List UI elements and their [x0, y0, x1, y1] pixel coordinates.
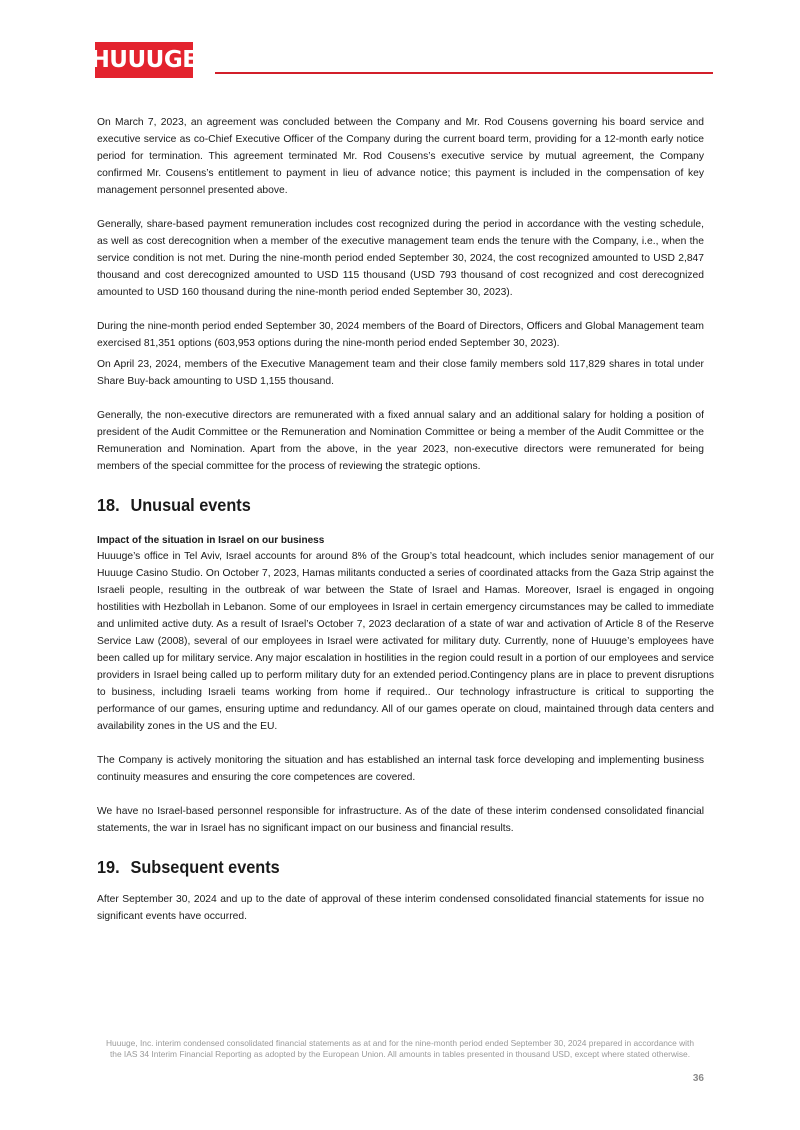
paragraph-options-exercised: During the nine-month period ended September 30, 2024 members of the Board of Directors, Officers and Global Management team exercised 81,351 options (603,953 options during the nine-month period ended September 30, 2023). [97, 321, 704, 349]
paragraph-non-executive-directors: Generally, the non-executive directors are remunerated with a fixed annual salary and an additional salary for holding a position of president of the Audit Committee or the Remuneration and Nomination Committee or being a member of the Audit Committee or the Remuneration and Nomination. Apart from the above, in the year 2023, non-executive directors were remunerated for being members of the special committee for the process of reviewing the strategic options. [97, 410, 704, 472]
page-number: 36 [692, 1073, 704, 1084]
section-heading-unusual-events [97, 495, 662, 515]
paragraph-israel-situation: Huuuge’s office in Tel Aviv, Israel accounts for around 8% of the Group’s total headcount, which includes senior management of our Huuuge Casino Studio. On October 7, 2023, Hamas militants conducted a series of coordinated attacks from the Gaza Strip against the Israeli people, resulting in the outbreak of war between the State of Israel and Hamas. Moreover, Israel is engaged in ongoing hostilities with Hezbollah in Lebanon. Some of our employees in Israel in certain emergency circumstances may be called to immediate and unlimited active duty. As a result of Israel’s October 7, 2023 declaration of a state of war and activation of Article 8 of the Reserve Service Law (2008), several of our employees in Israel were activated for military duty. Currently, none of Huuuge’s employees have been called up for military service. Any major escalation in hostilities in the region could result in a portion of our employees and service providers in Israel being called up to perform military duty for an extended period.Contingency plans are in place to prevent disruptions to business, including Israeli teams working from home if required.. Our technology infrastructure is critical to supporting the performance of our games, ensuring uptime and redundancy. All of our games operate on cloud, maintained through data centers and availability zones in the US and the EU. [97, 551, 714, 732]
paragraph-board-service: On March 7, 2023, an agreement was concluded between the Company and Mr. Rod Cousens governing his board service and executive service as co-Chief Executive Officer of the Company during the current board term, providing for a 12-month early notice period for termination. This agreement terminated Mr. Rod Cousens’s executive service by mutual agreement, the Company confirmed Mr. Cousens’s entitlement to payment in lieu of advance notice; this payment is included in the compensation of key management personnel presented above. [97, 117, 704, 196]
section-number: 19. [97, 857, 120, 877]
section-title: Subsequent events [130, 857, 280, 877]
subheading-israel-impact: Impact of the situation in Israel on our business [97, 535, 325, 546]
page-footer: Huuuge, Inc. interim condensed consolidated financial statements as at and for the nine-month period ended September 30, 2024 prepared in accordance with the IAS 34 Interim Financial Reporting as adopted by the European Union. All amounts in tables presented in thousand USD, except where stated otherwise. [105, 1038, 695, 1059]
paragraph-share-based-payment: Generally, share-based payment remuneration includes cost recognized during the period in accordance with the vesting schedule, as well as cost derecognition when a member of the executive management team ends the tenure with the Company, i.e., when the service condition is not met. During the nine-month period ended September 30, 2024, the cost recognized amounted to USD 2,847 thousand and cost derecognized amounted to USD 115 thousand (USD 793 thousand of cost recognized and cost derecognized amounted to USD 160 thousand during the nine-month period ended September 30, 2023). [97, 219, 704, 298]
section-number: 18. [97, 495, 120, 515]
paragraph-infrastructure: We have no Israel-based personnel responsible for infrastructure. As of the date of these interim condensed consolidated financial statements, the war in Israel has no significant impact on our business and financial results. [97, 806, 704, 834]
paragraph-monitoring: The Company is actively monitoring the situation and has established an internal task force developing and implementing business continuity measures and ensuring the core competences are covered. [97, 755, 704, 783]
page-header [90, 42, 713, 78]
header-divider [215, 72, 713, 74]
huuuge-logo [90, 42, 198, 78]
section-heading-subsequent-events [97, 857, 662, 877]
paragraph-subsequent-events: After September 30, 2024 and up to the date of approval of these interim condensed consolidated financial statements for issue no significant events have occurred. [97, 894, 704, 922]
section-title: Unusual events [130, 495, 251, 515]
document-body [97, 114, 714, 925]
paragraph-share-buyback: On April 23, 2024, members of the Executive Management team and their close family members sold 117,829 shares in total under Share Buy-back amounting to USD 1,155 thousand. [97, 359, 704, 387]
logo-text: HUUUGE [90, 46, 198, 73]
